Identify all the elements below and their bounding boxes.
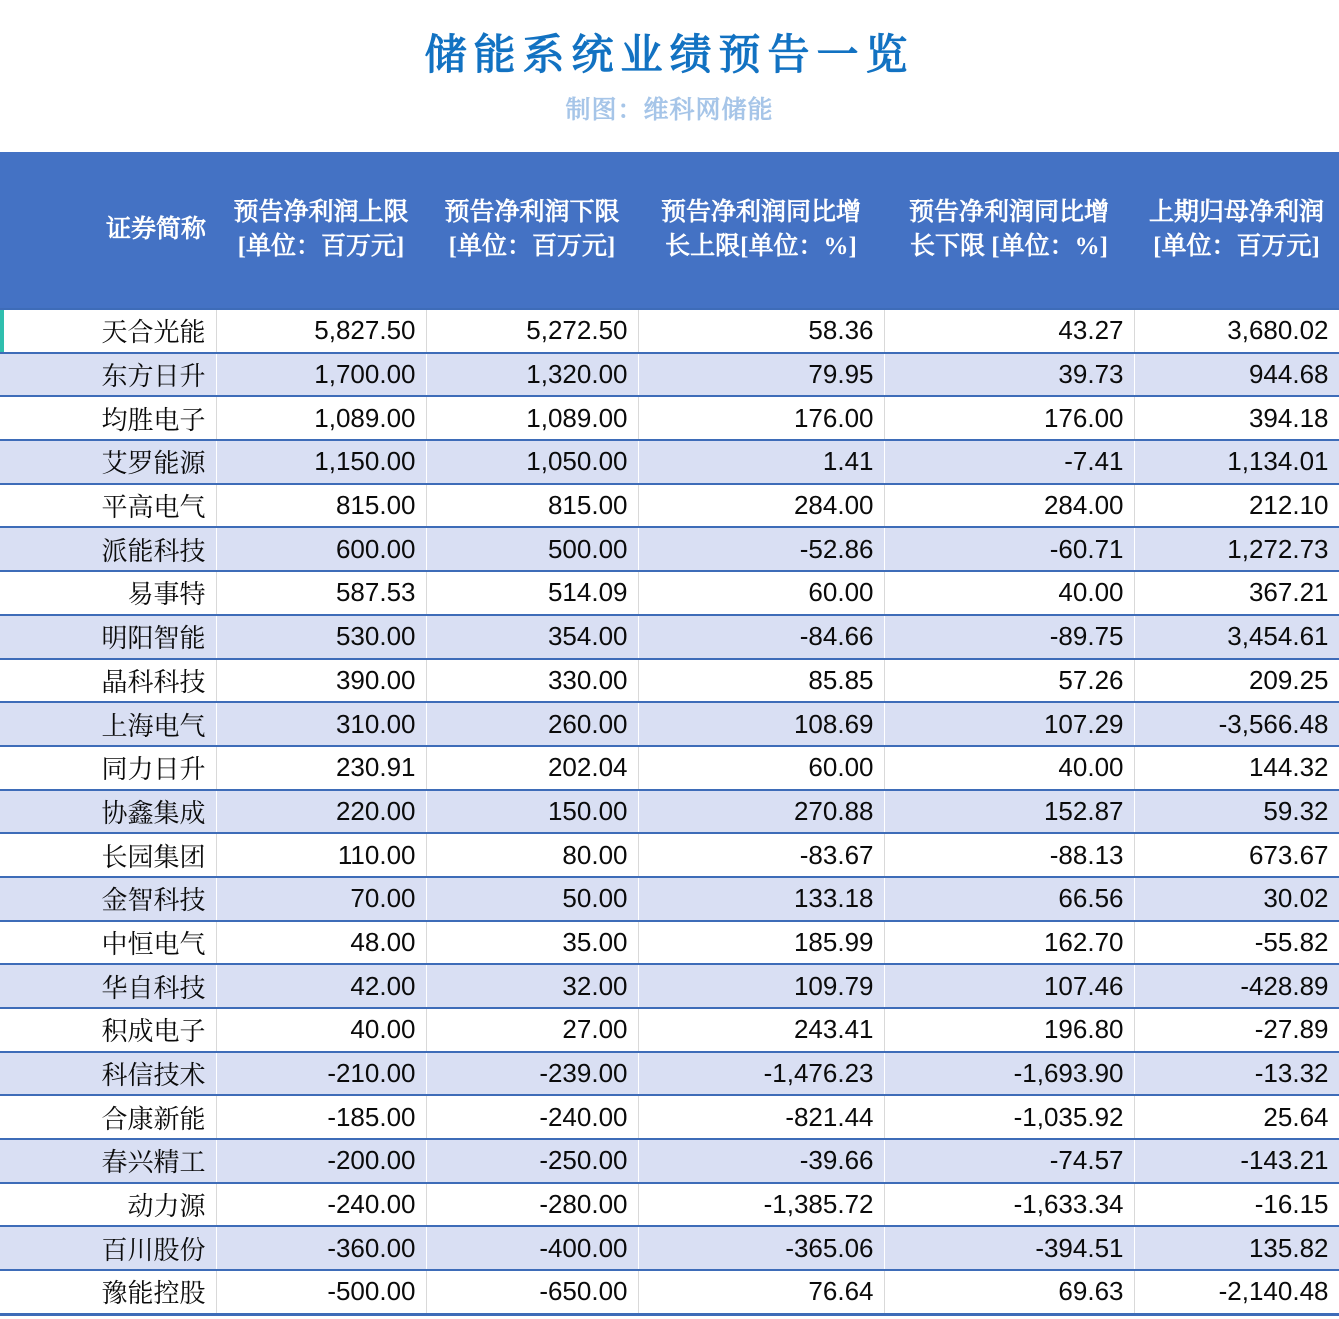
table-row [0, 1095, 1339, 1139]
value-cell-yoy_growth_lower: -1,633.34 [884, 1183, 1134, 1227]
value-cell-prev_net_profit: 144.32 [1134, 746, 1339, 790]
table-row [0, 790, 1339, 834]
value-cell-yoy_growth_upper: 133.18 [638, 877, 884, 921]
company-name-cell: 金智科技 [0, 877, 216, 921]
value-cell-forecast_upper: 48.00 [216, 921, 426, 965]
table-row [0, 921, 1339, 965]
value-cell-forecast_lower: -400.00 [426, 1226, 638, 1270]
column-header-name: 证券简称 [0, 152, 216, 309]
value-cell-yoy_growth_lower: 40.00 [884, 746, 1134, 790]
value-cell-forecast_upper: 1,089.00 [216, 396, 426, 440]
company-name-cell: 长园集团 [0, 833, 216, 877]
value-cell-forecast_upper: 40.00 [216, 1008, 426, 1052]
value-cell-forecast_lower: -280.00 [426, 1183, 638, 1227]
value-cell-yoy_growth_upper: 60.00 [638, 746, 884, 790]
company-name-cell: 平高电气 [0, 484, 216, 528]
page-title: 储能系统业绩预告一览 [424, 33, 915, 79]
company-name-cell: 春兴精工 [0, 1139, 216, 1183]
forecast-table [0, 152, 1339, 1316]
value-cell-forecast_upper: 220.00 [216, 790, 426, 834]
company-name-cell: 均胜电子 [0, 396, 216, 440]
table-row [0, 309, 1339, 353]
value-cell-yoy_growth_lower: -7.41 [884, 440, 1134, 484]
value-cell-yoy_growth_lower: -1,693.90 [884, 1052, 1134, 1096]
table-row [0, 484, 1339, 528]
value-cell-yoy_growth_upper: 1.41 [638, 440, 884, 484]
value-cell-forecast_upper: 530.00 [216, 615, 426, 659]
company-name-cell: 易事特 [0, 571, 216, 615]
value-cell-prev_net_profit: 209.25 [1134, 659, 1339, 703]
value-cell-yoy_growth_lower: 43.27 [884, 309, 1134, 353]
value-cell-prev_net_profit: 1,134.01 [1134, 440, 1339, 484]
value-cell-prev_net_profit: 673.67 [1134, 833, 1339, 877]
value-cell-forecast_lower: -650.00 [426, 1270, 638, 1314]
value-cell-forecast_lower: 50.00 [426, 877, 638, 921]
value-cell-yoy_growth_upper: 243.41 [638, 1008, 884, 1052]
value-cell-forecast_lower: -250.00 [426, 1139, 638, 1183]
header-row [0, 152, 1339, 309]
value-cell-forecast_upper: -200.00 [216, 1139, 426, 1183]
value-cell-prev_net_profit: -27.89 [1134, 1008, 1339, 1052]
column-header-yoy_growth_lower: 预告净利润同比增 长下限 [单位：%] [884, 152, 1134, 309]
table-row [0, 1139, 1339, 1183]
table-row [0, 1008, 1339, 1052]
value-cell-forecast_lower: 32.00 [426, 964, 638, 1008]
column-header-forecast_upper: 预告净利润上限 [单位：百万元] [216, 152, 426, 309]
table-body [0, 309, 1339, 1314]
value-cell-forecast_lower: 815.00 [426, 484, 638, 528]
value-cell-forecast_lower: 35.00 [426, 921, 638, 965]
value-cell-prev_net_profit: -16.15 [1134, 1183, 1339, 1227]
value-cell-yoy_growth_lower: 39.73 [884, 353, 1134, 397]
value-cell-yoy_growth_lower: -89.75 [884, 615, 1134, 659]
column-header-forecast_lower: 预告净利润下限 [单位：百万元] [426, 152, 638, 309]
company-name-cell: 百川股份 [0, 1226, 216, 1270]
value-cell-prev_net_profit: 212.10 [1134, 484, 1339, 528]
value-cell-prev_net_profit: 30.02 [1134, 877, 1339, 921]
value-cell-yoy_growth_lower: 107.46 [884, 964, 1134, 1008]
value-cell-forecast_lower: 500.00 [426, 527, 638, 571]
value-cell-forecast_lower: 1,089.00 [426, 396, 638, 440]
company-name-cell: 上海电气 [0, 702, 216, 746]
value-cell-yoy_growth_lower: -1,035.92 [884, 1095, 1134, 1139]
value-cell-forecast_lower: 514.09 [426, 571, 638, 615]
value-cell-yoy_growth_lower: 284.00 [884, 484, 1134, 528]
value-cell-yoy_growth_lower: 107.29 [884, 702, 1134, 746]
value-cell-forecast_upper: 390.00 [216, 659, 426, 703]
table-row [0, 396, 1339, 440]
table-row [0, 1183, 1339, 1227]
value-cell-yoy_growth_upper: 79.95 [638, 353, 884, 397]
value-cell-yoy_growth_upper: -52.86 [638, 527, 884, 571]
value-cell-prev_net_profit: 3,454.61 [1134, 615, 1339, 659]
value-cell-yoy_growth_upper: -1,476.23 [638, 1052, 884, 1096]
table-row [0, 615, 1339, 659]
value-cell-forecast_upper: 42.00 [216, 964, 426, 1008]
value-cell-yoy_growth_lower: 196.80 [884, 1008, 1134, 1052]
value-cell-forecast_lower: 80.00 [426, 833, 638, 877]
company-name-cell: 艾罗能源 [0, 440, 216, 484]
value-cell-forecast_lower: -239.00 [426, 1052, 638, 1096]
value-cell-forecast_upper: -500.00 [216, 1270, 426, 1314]
value-cell-yoy_growth_upper: 176.00 [638, 396, 884, 440]
company-name-cell: 派能科技 [0, 527, 216, 571]
value-cell-yoy_growth_upper: -1,385.72 [638, 1183, 884, 1227]
table-row [0, 440, 1339, 484]
value-cell-yoy_growth_lower: 40.00 [884, 571, 1134, 615]
value-cell-prev_net_profit: -2,140.48 [1134, 1270, 1339, 1314]
company-name-cell: 晶科科技 [0, 659, 216, 703]
value-cell-yoy_growth_upper: -83.67 [638, 833, 884, 877]
value-cell-forecast_upper: -185.00 [216, 1095, 426, 1139]
company-name-cell: 华自科技 [0, 964, 216, 1008]
title-area [0, 0, 1339, 152]
value-cell-prev_net_profit: 394.18 [1134, 396, 1339, 440]
table-row [0, 746, 1339, 790]
value-cell-forecast_lower: -240.00 [426, 1095, 638, 1139]
value-cell-forecast_upper: 600.00 [216, 527, 426, 571]
value-cell-yoy_growth_lower: 57.26 [884, 659, 1134, 703]
column-header-yoy_growth_upper: 预告净利润同比增 长上限[单位：%] [638, 152, 884, 309]
value-cell-yoy_growth_upper: -365.06 [638, 1226, 884, 1270]
value-cell-yoy_growth_upper: 76.64 [638, 1270, 884, 1314]
value-cell-yoy_growth_upper: 58.36 [638, 309, 884, 353]
value-cell-forecast_upper: 310.00 [216, 702, 426, 746]
value-cell-prev_net_profit: -3,566.48 [1134, 702, 1339, 746]
value-cell-forecast_upper: 110.00 [216, 833, 426, 877]
table-row [0, 527, 1339, 571]
value-cell-forecast_upper: 5,827.50 [216, 309, 426, 353]
company-name-cell: 动力源 [0, 1183, 216, 1227]
table-row [0, 571, 1339, 615]
page-subtitle: 制图：维科网储能 [565, 97, 774, 125]
value-cell-yoy_growth_lower: 162.70 [884, 921, 1134, 965]
value-cell-forecast_upper: 70.00 [216, 877, 426, 921]
company-name-cell: 科信技术 [0, 1052, 216, 1096]
value-cell-forecast_upper: 815.00 [216, 484, 426, 528]
value-cell-yoy_growth_lower: -394.51 [884, 1226, 1134, 1270]
company-name-cell: 协鑫集成 [0, 790, 216, 834]
value-cell-yoy_growth_upper: 185.99 [638, 921, 884, 965]
value-cell-forecast_lower: 202.04 [426, 746, 638, 790]
value-cell-yoy_growth_lower: 176.00 [884, 396, 1134, 440]
value-cell-forecast_upper: 587.53 [216, 571, 426, 615]
value-cell-prev_net_profit: -13.32 [1134, 1052, 1339, 1096]
table-row [0, 1052, 1339, 1096]
value-cell-yoy_growth_upper: -821.44 [638, 1095, 884, 1139]
value-cell-forecast_lower: 354.00 [426, 615, 638, 659]
value-cell-yoy_growth_lower: 69.63 [884, 1270, 1134, 1314]
table-row [0, 659, 1339, 703]
value-cell-yoy_growth_upper: 109.79 [638, 964, 884, 1008]
value-cell-prev_net_profit: 3,680.02 [1134, 309, 1339, 353]
value-cell-prev_net_profit: 367.21 [1134, 571, 1339, 615]
value-cell-yoy_growth_upper: -84.66 [638, 615, 884, 659]
value-cell-forecast_upper: 1,700.00 [216, 353, 426, 397]
value-cell-forecast_lower: 5,272.50 [426, 309, 638, 353]
value-cell-forecast_upper: 1,150.00 [216, 440, 426, 484]
value-cell-yoy_growth_lower: -60.71 [884, 527, 1134, 571]
value-cell-forecast_upper: 230.91 [216, 746, 426, 790]
value-cell-prev_net_profit: 135.82 [1134, 1226, 1339, 1270]
value-cell-yoy_growth_upper: 108.69 [638, 702, 884, 746]
company-name-cell: 天合光能 [0, 309, 216, 353]
value-cell-forecast_lower: 330.00 [426, 659, 638, 703]
value-cell-yoy_growth_upper: 284.00 [638, 484, 884, 528]
value-cell-yoy_growth_upper: 85.85 [638, 659, 884, 703]
company-name-cell: 明阳智能 [0, 615, 216, 659]
value-cell-forecast_lower: 150.00 [426, 790, 638, 834]
table-row [0, 833, 1339, 877]
company-name-cell: 中恒电气 [0, 921, 216, 965]
company-name-cell: 同力日升 [0, 746, 216, 790]
value-cell-prev_net_profit: -428.89 [1134, 964, 1339, 1008]
value-cell-yoy_growth_lower: -88.13 [884, 833, 1134, 877]
value-cell-prev_net_profit: 1,272.73 [1134, 527, 1339, 571]
value-cell-forecast_lower: 260.00 [426, 702, 638, 746]
company-name-cell: 东方日升 [0, 353, 216, 397]
value-cell-prev_net_profit: -143.21 [1134, 1139, 1339, 1183]
value-cell-yoy_growth_lower: 152.87 [884, 790, 1134, 834]
value-cell-prev_net_profit: -55.82 [1134, 921, 1339, 965]
value-cell-prev_net_profit: 944.68 [1134, 353, 1339, 397]
value-cell-forecast_lower: 1,050.00 [426, 440, 638, 484]
value-cell-forecast_lower: 27.00 [426, 1008, 638, 1052]
table-row [0, 1226, 1339, 1270]
table-row [0, 877, 1339, 921]
value-cell-forecast_upper: -210.00 [216, 1052, 426, 1096]
value-cell-forecast_upper: -240.00 [216, 1183, 426, 1227]
company-name-cell: 合康新能 [0, 1095, 216, 1139]
value-cell-forecast_lower: 1,320.00 [426, 353, 638, 397]
value-cell-yoy_growth_lower: 66.56 [884, 877, 1134, 921]
value-cell-yoy_growth_upper: 270.88 [638, 790, 884, 834]
table-row [0, 353, 1339, 397]
value-cell-prev_net_profit: 25.64 [1134, 1095, 1339, 1139]
value-cell-yoy_growth_upper: -39.66 [638, 1139, 884, 1183]
table-row [0, 1270, 1339, 1314]
value-cell-yoy_growth_lower: -74.57 [884, 1139, 1134, 1183]
company-name-cell: 豫能控股 [0, 1270, 216, 1314]
value-cell-forecast_upper: -360.00 [216, 1226, 426, 1270]
column-header-prev_net_profit: 上期归母净利润 [单位：百万元] [1134, 152, 1339, 309]
value-cell-prev_net_profit: 59.32 [1134, 790, 1339, 834]
table-header [0, 152, 1339, 309]
table-row [0, 702, 1339, 746]
company-name-cell: 积成电子 [0, 1008, 216, 1052]
value-cell-yoy_growth_upper: 60.00 [638, 571, 884, 615]
table-row [0, 964, 1339, 1008]
